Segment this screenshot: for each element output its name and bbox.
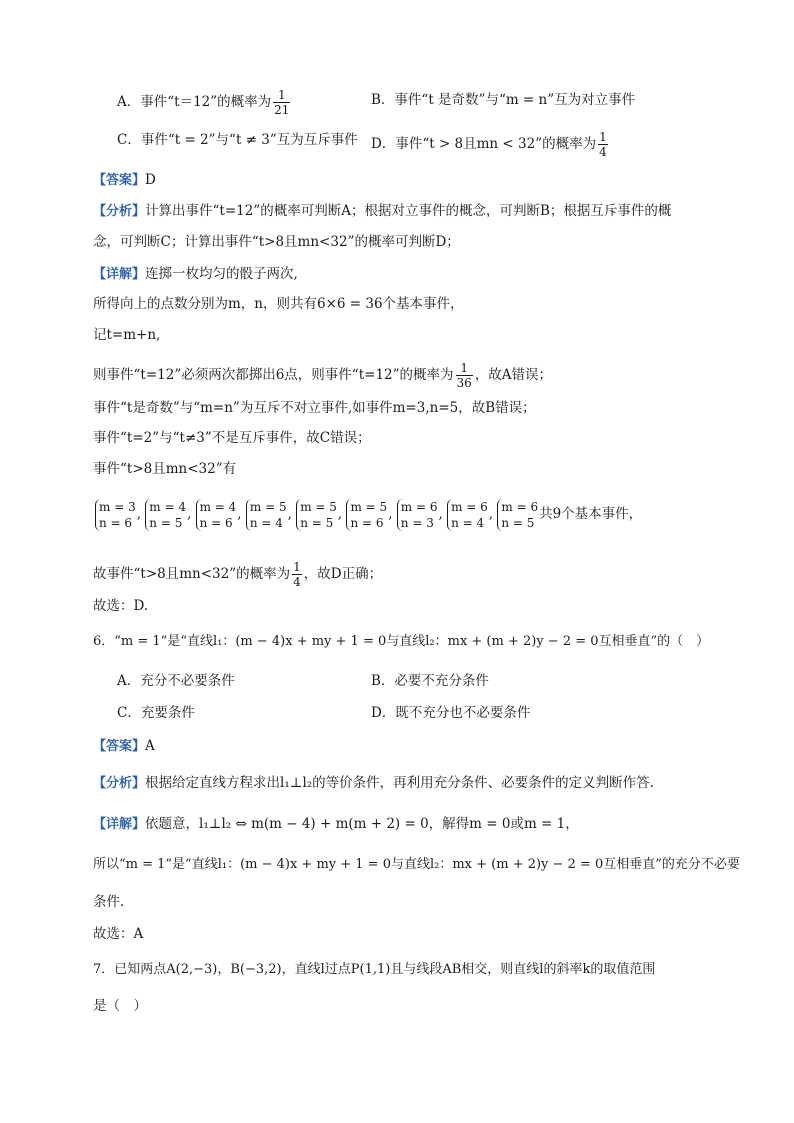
q5-detail-line3: 记t=m+n, xyxy=(93,327,161,343)
q5-detail-line7: 事件“t>8且mn<32”有 xyxy=(93,461,237,477)
pair-m: m = 6 xyxy=(451,499,488,514)
pair-m: m = 6 xyxy=(501,499,539,514)
q5-option-b: B．事件“t 是奇数”与“m = n”互为对立事件 xyxy=(371,92,636,108)
q6-option-b: B．必要不充分条件 xyxy=(371,673,489,689)
detail-text: ，故A错误； xyxy=(474,367,553,383)
pair-m: m = 3 xyxy=(99,499,136,514)
pair-n: n = 6 xyxy=(99,515,133,530)
q5-option-a-text: A．事件“t＝12”的概率为 xyxy=(117,94,272,110)
answer-tag: 【答案】 xyxy=(93,173,146,188)
q5-pairs-row: m = 3 n = 6 , m = 4 n = 5 , m = 4 n = 6 , m = 5 n = 4 , m = 5 n = 5 , m = 5 n = 6 , m = 6 n = 3 , m = 6 n = 4 , m = 6 n = 5 共9个基本事件， xyxy=(95,496,642,532)
fraction-numerator: 1 xyxy=(273,88,290,103)
answer-tag: 【答案】 xyxy=(93,739,146,754)
q6-detail-line2: 所以“m = 1”是“直线l₁：(m − 4)x + my + 1 = 0与直线l₂：mx + (m + 2)y − 2 = 0互相垂直”的充分不必要 xyxy=(93,857,740,872)
analysis-text: 根据给定直线方程求出l₁⊥l₂的等价条件，再利用充分条件、必要条件的定义判断作答. xyxy=(145,775,654,791)
detail-text: 依题意，l₁⊥l₂ ⇔ m(m − 4) + m(m + 2) = 0，解得m = 0或m = 1， xyxy=(145,816,579,832)
pair-m: m = 6 xyxy=(400,499,438,514)
pairs-summary: 共9个基本事件， xyxy=(539,506,643,522)
q5-option-d xyxy=(371,130,610,159)
q5-detail-line2: 所得向上的点数分别为m，n，则共有6×6 = 36个基本事件， xyxy=(93,296,464,312)
pair-m: m = 5 xyxy=(249,499,287,514)
q5-detail-line6: 事件“t=2”与“t≠3”不是互斥事件，故C错误； xyxy=(93,430,371,446)
pair-n: n = 6 xyxy=(199,515,233,530)
detail-fraction xyxy=(456,361,473,390)
detail-tag: 【详解】 xyxy=(93,817,146,832)
q7-stem-line1: 7．已知两点A(2,−3)，B(−3,2)，直线l过点P(1,1)且与线段AB相交，则直线l的斜率k的取值范围 xyxy=(93,962,656,977)
detail-text: 则事件“t=12”必须两次都掷出6点，则事件“t=12”的概率为 xyxy=(93,367,454,383)
detail-text: ，故D正确； xyxy=(303,566,383,582)
pair-n: n = 5 xyxy=(501,515,535,530)
detail-text: 故事件“t>8且mn<32”的概率为 xyxy=(93,566,291,582)
q5-choose: 故选：D. xyxy=(93,598,149,614)
fraction-denominator: 36 xyxy=(456,376,472,390)
pair-n: n = 5 xyxy=(149,515,183,530)
q5-answer xyxy=(93,170,156,191)
pair-n: n = 6 xyxy=(350,515,384,530)
fraction-numerator: 1 xyxy=(456,361,473,376)
q6-detail-line3: 条件. xyxy=(93,894,125,910)
q7-stem-line2: 是（ ） xyxy=(93,998,147,1014)
q6-option-d: D．既不充分也不必要条件 xyxy=(371,705,531,721)
q5-analysis-line2: 念，可判断C；计算出事件“t>8且mn<32”的概率可判断D； xyxy=(93,234,460,250)
fraction-denominator: 4 xyxy=(599,145,607,159)
analysis-text: 计算出事件“t=12”的概率可判断A；根据对立事件的概念，可判断B；根据互斥事件的概 xyxy=(145,203,672,219)
q5-option-a xyxy=(117,88,292,117)
pair-m: m = 5 xyxy=(300,499,337,514)
pair-m: m = 4 xyxy=(149,499,186,514)
pair-system xyxy=(246,499,287,531)
pair-m: m = 5 xyxy=(350,499,388,514)
pair-n: n = 4 xyxy=(249,515,283,530)
q6-answer xyxy=(93,736,155,757)
q6-detail-line1 xyxy=(93,814,579,835)
q6-analysis xyxy=(93,773,654,794)
q5-option-d-fraction xyxy=(598,130,608,159)
q5-detail-line4 xyxy=(93,361,552,390)
q6-option-a: A．充分不必要条件 xyxy=(117,673,235,689)
analysis-tag: 【分析】 xyxy=(93,776,146,791)
q6-stem: 6．“m = 1”是“直线l₁：(m − 4)x + my + 1 = 0与直线l₂：mx + (m + 2)y − 2 = 0互相垂直”的（ ） xyxy=(93,634,710,649)
pair-system xyxy=(447,499,488,531)
answer-value: A xyxy=(145,738,155,754)
pair-n: n = 3 xyxy=(400,515,434,530)
q5-analysis-line1 xyxy=(93,201,671,222)
analysis-tag: 【分析】 xyxy=(93,204,146,219)
q5-option-d-text: D．事件“t > 8且mn < 32”的概率为 xyxy=(371,136,597,152)
pair-system xyxy=(145,499,186,531)
q5-detail-line8 xyxy=(93,560,382,589)
detail-tag: 【详解】 xyxy=(93,267,146,282)
q5-option-a-fraction xyxy=(273,88,290,117)
fraction-denominator: 4 xyxy=(293,575,301,589)
q5-option-c: C．事件“t = 2”与“t ≠ 3”互为互斥事件 xyxy=(117,132,358,148)
detail-text: 连掷一枚均匀的骰子两次, xyxy=(145,266,298,282)
fraction-denominator: 21 xyxy=(274,103,290,117)
q5-detail-line5: 事件“t是奇数”与“m=n”为互斥不对立事件,如事件m=3,n=5，故B错误； xyxy=(93,400,536,416)
pair-n: n = 4 xyxy=(451,515,485,530)
q6-choose: 故选：A xyxy=(93,926,144,942)
q5-detail-line1 xyxy=(93,264,298,285)
fraction-numerator: 1 xyxy=(293,560,301,574)
pair-system xyxy=(296,499,337,531)
pair-system xyxy=(196,499,237,531)
answer-value: D xyxy=(145,172,156,188)
q6-option-c: C．充要条件 xyxy=(117,705,195,721)
pair-system xyxy=(397,499,438,531)
pair-system xyxy=(95,499,136,531)
pair-m: m = 4 xyxy=(199,499,237,514)
fraction-numerator: 1 xyxy=(599,130,607,144)
pair-system xyxy=(346,499,387,531)
pair-n: n = 5 xyxy=(300,515,334,530)
pair-system xyxy=(497,499,538,531)
detail-fraction xyxy=(292,560,302,589)
